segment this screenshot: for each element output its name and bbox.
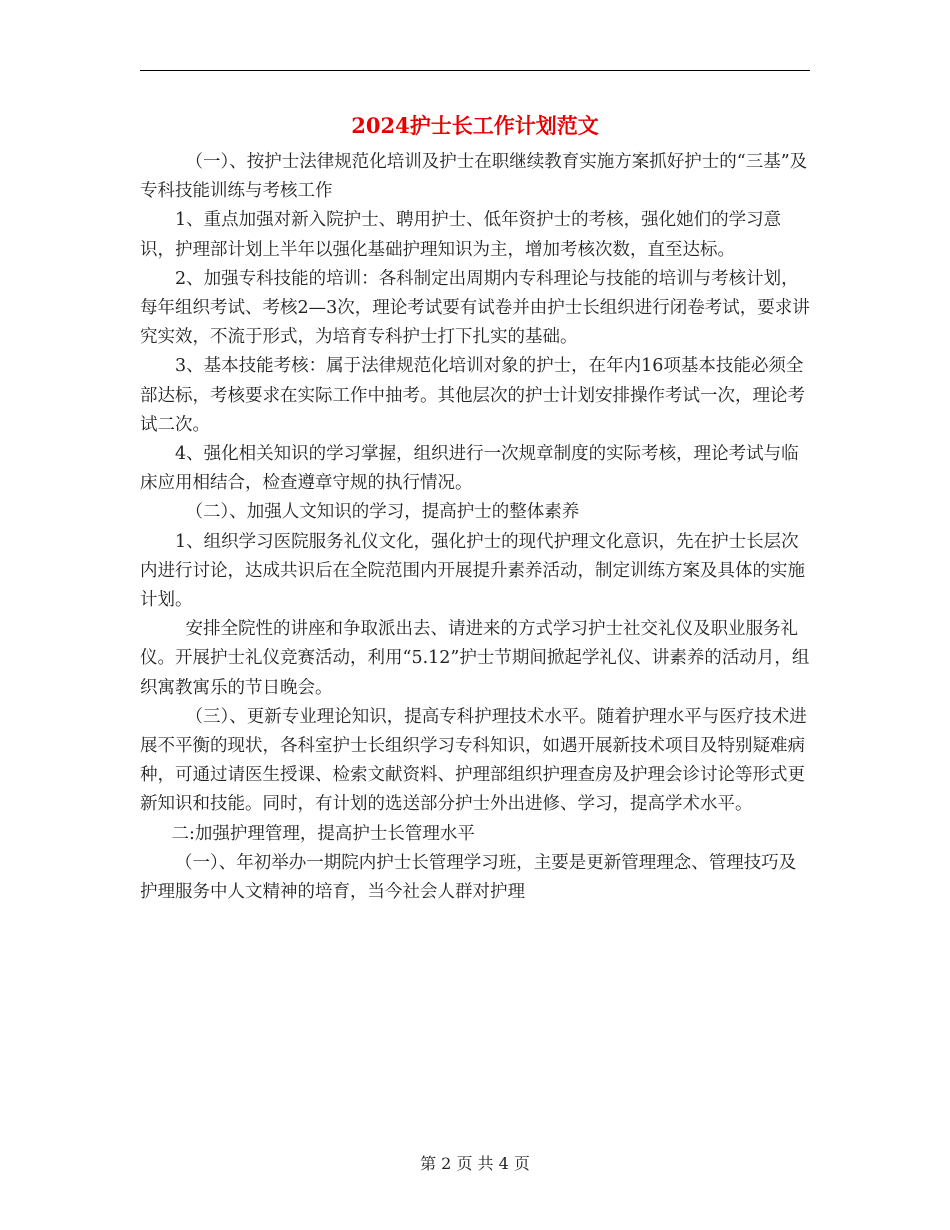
- paragraph-item-4: 4、强化相关知识的学习掌握，组织进行一次规章制度的实际考核，理论考试与临床应用相结合，检查遵章守规的执行情况。: [140, 444, 799, 494]
- paragraph-section-1: （一）、按护士法律规范化培训及护士在职继续教育实施方案抓好护士的“三基”及专科技能训练与考核工作: [140, 152, 808, 202]
- paragraph-section-2: （二）、加强人文知识的学习，提高护士的整体素养: [185, 502, 580, 523]
- header-rule: [140, 70, 810, 71]
- document-title: 2024护士长工作计划范文: [351, 113, 599, 138]
- paragraph-heading-2: 二:加强护理管理，提高护士长管理水平: [171, 823, 475, 844]
- document-body: [140, 148, 810, 907]
- paragraph-section-4: （一）、年初举办一期院内护士长管理学习班，主要是更新管理理念、管理技巧及护理服务中人文精神的培育，当今社会人群对护理: [140, 852, 797, 903]
- paragraph-item-3: 3、基本技能考核：属于法律规范化培训对象的护士，在年内16项基本技能必须全部达标，考核要求在实际工作中抽考。其他层次的护士计划安排操作考试一次，理论考试二次。: [140, 356, 805, 435]
- paragraph-item-5: 1、组织学习医院服务礼仪文化，强化护士的现代护理文化意识，先在护士长层次内进行讨论，达成共识后在全院范围内开展提升素养活动，制定训练方案及具体的实施计划。: [140, 531, 805, 611]
- paragraph-item-2: 2、加强专科技能的培训：各科制定出周期内专科理论与技能的培训与考核计划，每年组织考试、考核2—3次，理论考试要有试卷并由护士长组织进行闭卷考试，要求讲究实效，不流于形式，为培育专科护士打下扎实的基础。: [140, 268, 810, 348]
- paragraph-section-3: （三）、更新专业理论知识，提高专科护理技术水平。随着护理水平与医疗技术进展不平衡的现状，各科室护士长组织学习专科知识，如遇开展新技术项目及特别疑难病种，可通过请医生授课、检索文献资料、护理部组织护理查房及护理会诊讨论等形式更新知识和技能。同时，有计划的选送部分护士外出进修、学习，提高学术水平。: [140, 706, 807, 815]
- paragraph-item-6: 安排全院性的讲座和争取派出去、请进来的方式学习护士社交礼仪及职业服务礼仪。开展护士礼仪竞赛活动，利用“5.12”护士节期间掀起学礼仪、讲素养的活动月，组织寓教寓乐的节日晚会。: [140, 619, 810, 698]
- page-footer: 第 2 页 共 4 页: [420, 1154, 530, 1173]
- paragraph-item-1: 1、重点加强对新入院护士、聘用护士、低年资护士的考核，强化她们的学习意识，护理部计划上半年以强化基础护理知识为主，增加考核次数，直至达标。: [140, 210, 782, 260]
